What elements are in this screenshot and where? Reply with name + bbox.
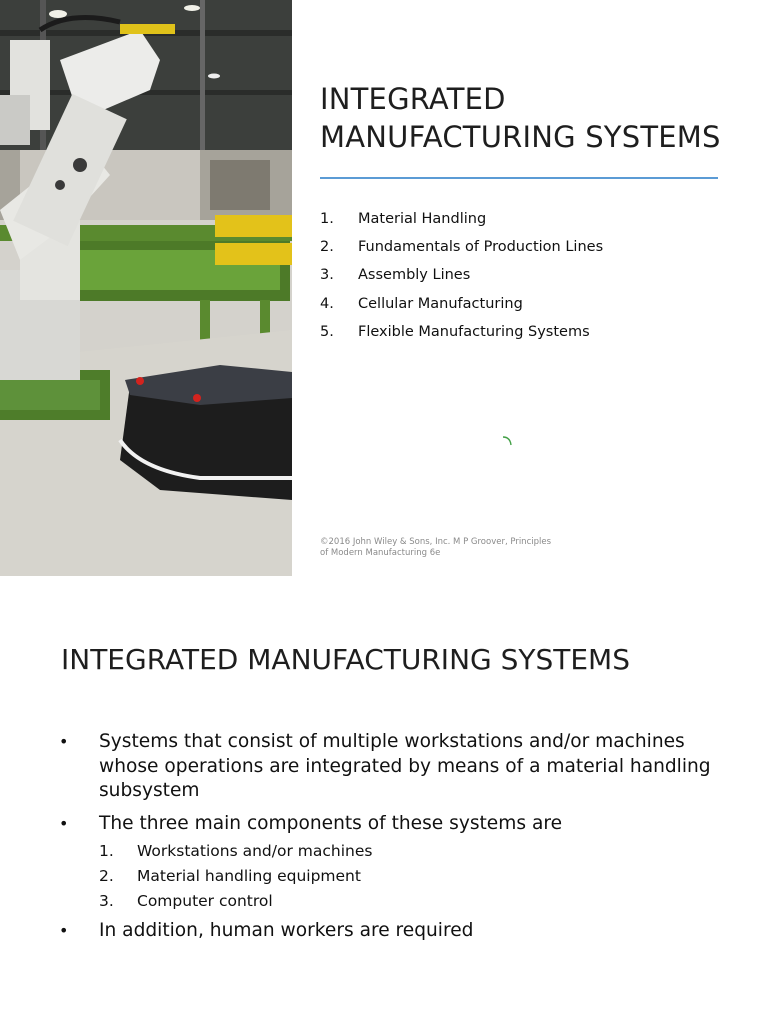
slide-1-title (320, 80, 740, 156)
bullet-text: The three main components of these systems are (99, 812, 563, 834)
bullet-icon: • (59, 732, 69, 751)
list-item (320, 261, 603, 289)
list-item (320, 290, 603, 318)
bullet-icon: • (59, 921, 69, 941)
list-item-number: 4. (320, 295, 334, 312)
sub-list-item-number: 3. (99, 891, 114, 910)
sub-list-item (99, 864, 721, 889)
title-divider (320, 177, 718, 179)
list-item-number: 5. (320, 323, 334, 340)
slide-1-title-line-2: MANUFACTURING SYSTEMS (320, 120, 721, 154)
slide-2 (0, 576, 768, 1024)
slide-2-title: INTEGRATED MANUFACTURING SYSTEMS (61, 643, 630, 676)
bullet-text: Systems that consist of multiple workstations and/or machines whose operations are integrated by means of a material handling subsystem (99, 731, 711, 801)
list-item-label: Flexible Manufacturing Systems (358, 323, 590, 340)
loading-spinner-icon (500, 434, 514, 448)
list-item (320, 205, 603, 233)
robot-photo (0, 0, 292, 576)
list-item (320, 318, 603, 346)
slide-1-title-line-1: INTEGRATED (320, 82, 506, 116)
robot-photo-illustration (0, 0, 292, 576)
bullet-item (61, 730, 721, 804)
copyright-credit: ©2016 John Wiley & Sons, Inc. M P Groover, Principles of Modern Manufacturing 6e (320, 537, 552, 558)
bullet-item (61, 812, 721, 914)
list-item-label: Fundamentals of Production Lines (358, 239, 604, 256)
sub-list-item-number: 2. (99, 866, 114, 885)
bullet-text: In addition, human workers are required (99, 920, 474, 942)
sub-list-item-number: 1. (99, 842, 114, 860)
list-item-label: Assembly Lines (358, 267, 471, 284)
bullet-icon: • (59, 813, 69, 833)
chapter-list (320, 205, 603, 346)
list-item-number: 2. (320, 239, 334, 256)
sub-list-item-label: Computer control (137, 891, 273, 910)
list-item-number: 1. (320, 211, 334, 227)
list-item-number: 3. (320, 267, 334, 284)
sub-list (99, 839, 721, 913)
bullet-list (61, 730, 721, 952)
list-item (320, 233, 603, 261)
sub-list-item-label: Workstations and/or machines (137, 842, 373, 860)
bullet-item (61, 919, 721, 944)
sub-list-item (99, 889, 721, 914)
list-item-label: Material Handling (358, 211, 487, 227)
sub-list-item (99, 839, 721, 864)
sub-list-item-label: Material handling equipment (137, 866, 361, 885)
list-item-label: Cellular Manufacturing (358, 295, 523, 312)
